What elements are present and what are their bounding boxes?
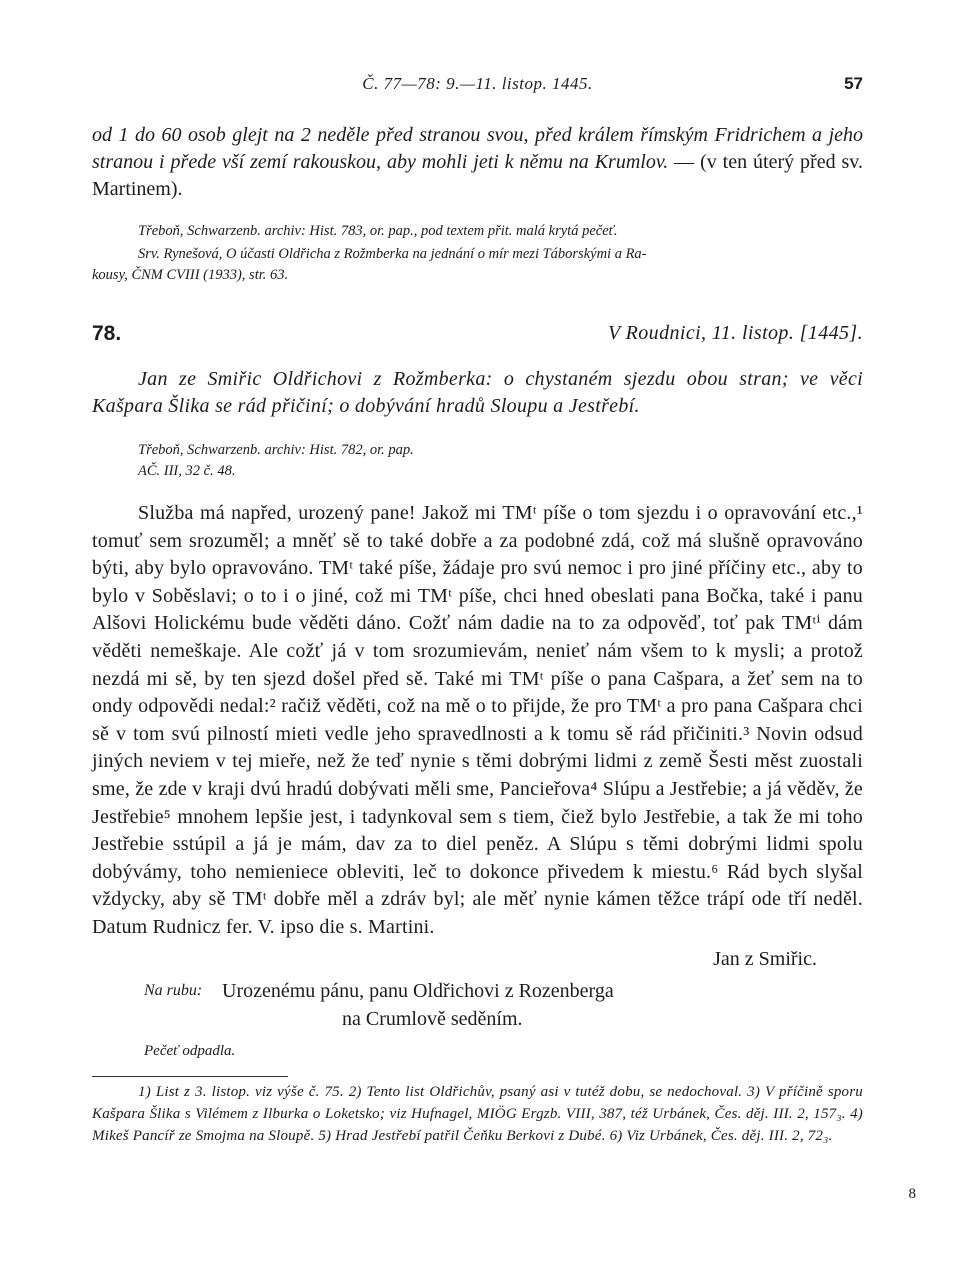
footnote-divider bbox=[92, 1076, 288, 1077]
running-header bbox=[92, 74, 863, 104]
running-header-title: Č. 77—78: 9.—11. listop. 1445. bbox=[362, 74, 593, 93]
footnotes: 1) List z 3. listop. viz výše č. 75. 2) Tento list Oldřichův, psaný asi v tutéž dobu, se nedochoval. 3) V příčině sporu Kašpara Šlika s Vilémem z Ilburka o Loketsko; viz Hufnagel, MIÖG Ergzb. VIII, 387, též Urbánek, Čes. děj. III. 2, 157₃. 4) Mikeš Pancíř ze Smojma na Sloupě. 5) Hrad Jestřebí patřil Čeňku Berkovi z Dubé. 6) Viz Urbánek, Čes. děj. III. 2, 72₃. bbox=[92, 1083, 863, 1144]
previous-source-archive: Třeboň, Schwarzenb. archiv: Hist. 783, or. pap., pod textem přit. malá krytá pečeť. bbox=[138, 223, 618, 239]
previous-document-date: — (v ten úterý před sv. Martinem). bbox=[92, 151, 864, 200]
seal-note: Pečeť odpadla. bbox=[144, 1042, 236, 1059]
document-place-date: V Roudnici, 11. listop. [1445]. bbox=[608, 322, 863, 344]
address-block bbox=[92, 977, 863, 1033]
page-number: 57 bbox=[844, 74, 863, 93]
document-regest: Jan ze Smiřic Oldřichovi z Rožmberka: o chystaném sjezdu obou stran; ve věci Kašpara Šlika se rád přičiní; o dobývání hradů Sloupu a Jestřebí. bbox=[92, 368, 863, 417]
previous-source-literature-line1: Srv. Rynešová, O účasti Oldřicha z Rožmberka na jednání o mír mezi Táborskými a Ra- bbox=[138, 246, 647, 262]
address-line-1: Urozenému pánu, panu Oldřichovi z Rozenberga bbox=[222, 979, 614, 1002]
document-source-edition: AČ. III, 32 č. 48. bbox=[138, 463, 236, 479]
document-body: Služba má napřed, urozený pane! Jakož mi TMᵗ píše o tom sjezdu i o opravování etc.,¹ tomuť sem srozuměl; a mněť sě to také dobře a za podobné zdá, což má slušně opravováno býti, aby bylo opravováno. TMᵗ také píše, žádaje pro svú nemoc i pro jiné příčiny etc., aby to bylo v Soběslavi; o to i o jiné, což mi TMᵗ píše, chci hned obeslati pana Bočka, také i panu Alšovi Holickému bude věděti dáno. Cožť nám dadie na to za odpověď, toť pak TMᵗⁱ dám věděti nemeškaje. Ale cožť já v tom srozumievám, nenieť nám všem to k mysli; a protož nezdá mi sě, by ten sjezd došel před sě. Také mi TMᵗ píše o pana Cašpara, a žeť sem na to ondy odpovědi nedal:² račiž věděti, což na mě o to přijde, že pro TMᵗ a pro pana Cašpara chci sě v tom svú pilností mieti vedle jeho spravedlnosti a k tomu sě rád přičiniti.³ Novin odsud jiných neviem v tej mieře, než že teď nynie s těmi dobrými lidmi z země Šesti měst zuostali sme, že zde v kraji dvú hradú dobývati měli sme, Pancieřova⁴ Slúpu a Jestřebie; a já věděv, že Jestřebie⁵ mnohem lepšie jest, i tadynkoval sem s tiem, čiež bylo Jestřebie, a tak že mi toho Jestřebie sstúpil a já je mám, dav za to diel peněz. A Slúpu s těmi dobrými lidmi spolu dobývámy, toho nemieniece obleviti, leč to dokonce přivedem k miestu.⁶ Rád bych slyšal vždycky, aby sě TMᵗ dobře měl a zdráv byl; ale měť nynie kámen těžce trápí ode tří neděl. Datum Rudnicz fer. V. ipso die s. Martini. bbox=[92, 502, 863, 938]
address-line-2: na Crumlově seděním. bbox=[342, 1007, 523, 1030]
document-number: 78. bbox=[92, 322, 122, 345]
previous-document-text: od 1 do 60 osob glejt na 2 neděle před stranou svou, před králem římským Fridrichem a jeho stranou i přede vší zemí rakouskou, aby mohli jeti k němu na Krumlov. bbox=[92, 124, 863, 173]
page bbox=[92, 74, 863, 1147]
sheet-signature-mark: 8 bbox=[908, 1186, 916, 1202]
previous-document-end bbox=[92, 122, 863, 203]
address-label: Na rubu: bbox=[144, 981, 203, 999]
document-source-archive: Třeboň, Schwarzenb. archiv: Hist. 782, or. pap. bbox=[138, 442, 414, 458]
previous-source-literature-line2: kousy, ČNM CVIII (1933), str. 63. bbox=[92, 267, 289, 283]
document-signature: Jan z Smiřic. bbox=[713, 947, 817, 970]
document-header bbox=[92, 322, 863, 362]
